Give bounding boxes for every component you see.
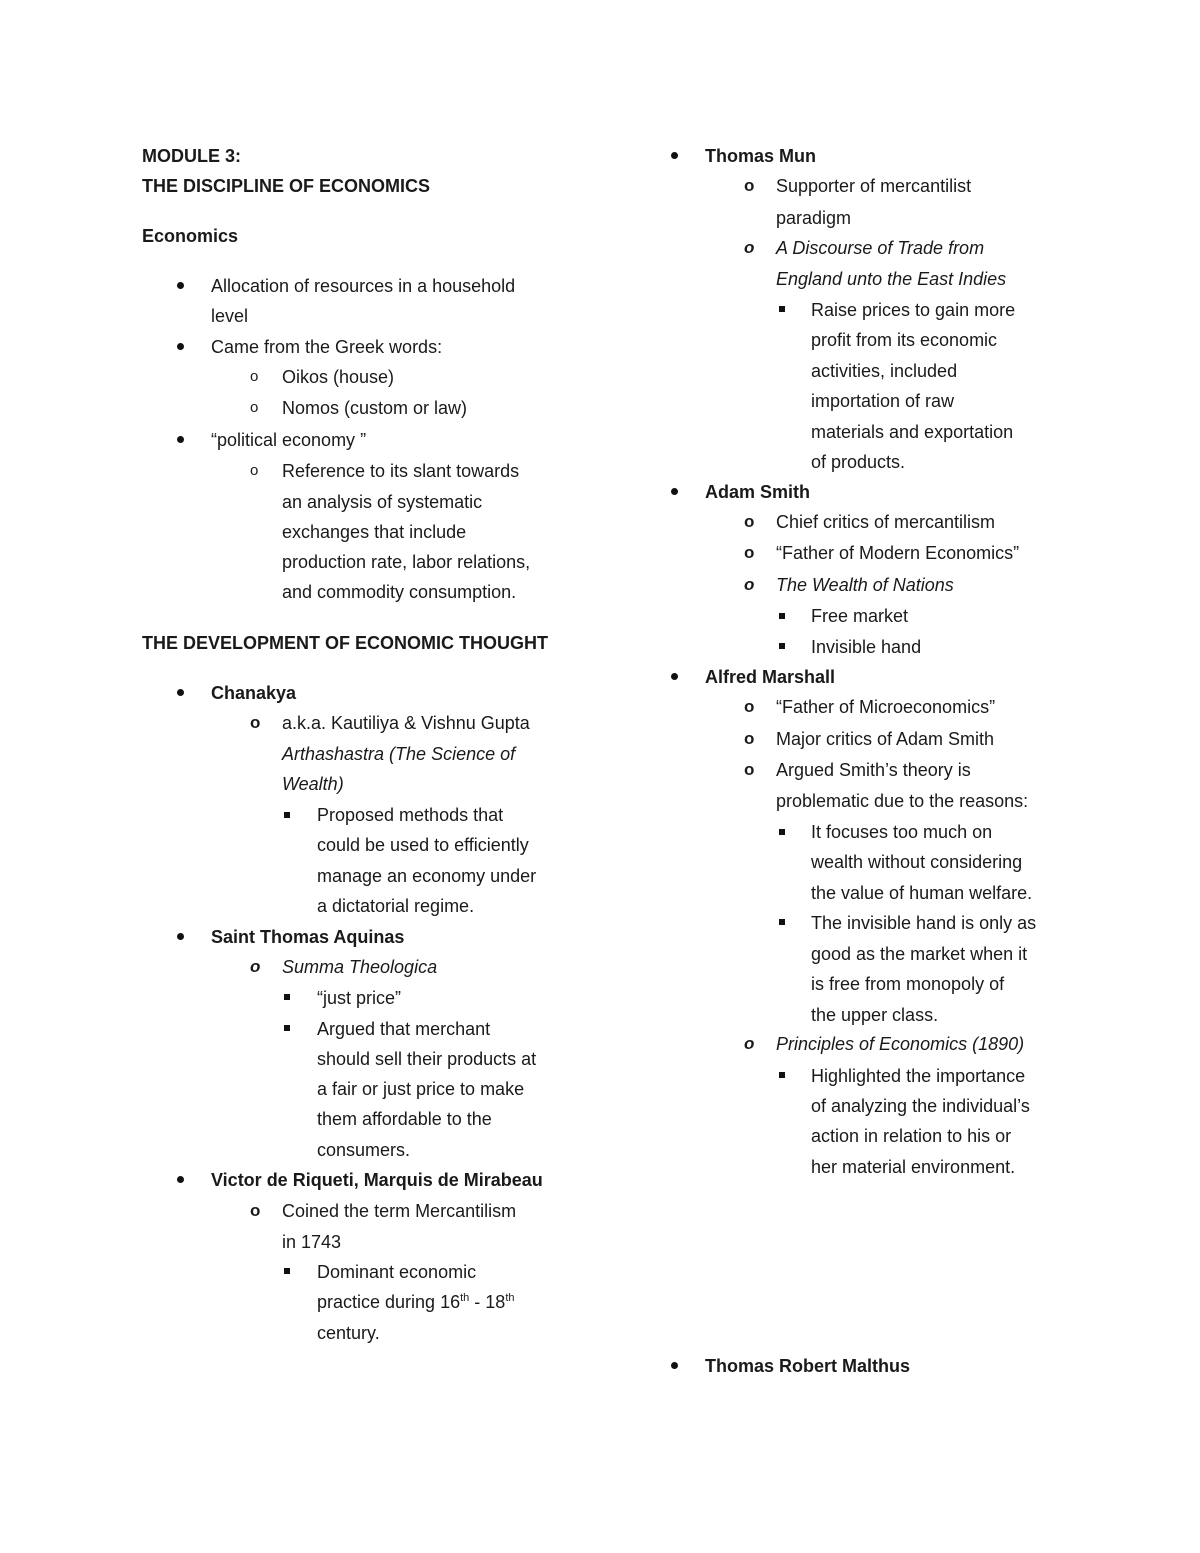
bullet-dot	[177, 282, 184, 289]
list-item-text	[317, 1290, 515, 1314]
list-item-text: Supporter of mercantilist	[776, 176, 972, 196]
person-name: Thomas Robert Malthus	[705, 1356, 911, 1376]
list-item-text: profit from its economic	[811, 330, 998, 350]
bullet-circle: o	[250, 462, 259, 479]
list-item-text: of products.	[811, 452, 906, 472]
superscript: th	[505, 1292, 515, 1304]
list-item-text: of analyzing the individual’s	[811, 1096, 1030, 1116]
bullet-dot	[671, 152, 678, 159]
bullet-square	[779, 1072, 785, 1078]
century-text: practice during 16	[317, 1292, 461, 1312]
bullet-square	[284, 994, 290, 1000]
superscript: th	[460, 1292, 470, 1304]
list-item-text: Raise prices to gain more	[811, 300, 1016, 320]
book-title: Wealth)	[282, 774, 344, 794]
list-item-text: Free market	[811, 606, 909, 626]
book-title: Principles of Economics (1890)	[776, 1034, 1025, 1054]
person-name: Thomas Mun	[705, 146, 816, 166]
bullet-circle: o	[250, 1201, 261, 1220]
list-item-text: is free from monopoly of	[811, 974, 1005, 994]
list-item-text: Came from the Greek words:	[211, 337, 443, 357]
list-item-text: “Father of Microeconomics”	[776, 697, 996, 717]
list-item-text: a fair or just price to make	[317, 1079, 525, 1099]
bullet-circle: o	[744, 238, 755, 257]
list-item-text: a.k.a. Kautiliya & Vishnu Gupta	[282, 713, 530, 733]
bullet-circle: o	[744, 697, 755, 716]
list-item-text: and commodity consumption.	[282, 582, 517, 602]
list-item-text: problematic due to the reasons:	[776, 791, 1029, 811]
bullet-dot	[671, 488, 678, 495]
bullet-dot	[671, 673, 678, 680]
list-item-text: action in relation to his or	[811, 1126, 1012, 1146]
bullet-circle: o	[250, 713, 261, 732]
list-item-text: production rate, labor relations,	[282, 552, 531, 572]
person-name: Adam Smith	[705, 482, 811, 502]
discipline-title: THE DISCIPLINE OF ECONOMICS	[142, 176, 431, 196]
list-item-text: good as the market when it	[811, 944, 1028, 964]
bullet-circle: o	[744, 176, 755, 195]
list-item-text: century.	[317, 1323, 380, 1343]
bullet-square	[779, 829, 785, 835]
list-item-text: Coined the term Mercantilism	[282, 1201, 517, 1221]
list-item-text: Argued that merchant	[317, 1019, 491, 1039]
book-title: England unto the East Indies	[776, 269, 1007, 289]
list-item-text: Oikos (house)	[282, 367, 395, 387]
bullet-circle: o	[250, 368, 259, 385]
list-item-text: wealth without considering	[811, 852, 1023, 872]
list-item-text: Highlighted the importance	[811, 1066, 1026, 1086]
bullet-circle: o	[744, 575, 755, 594]
list-item-text: could be used to efficiently	[317, 835, 529, 855]
list-item-text: Invisible hand	[811, 637, 922, 657]
bullet-circle: o	[744, 760, 755, 779]
bullet-square	[779, 613, 785, 619]
bullet-circle: o	[744, 512, 755, 531]
bullet-circle: o	[250, 399, 259, 416]
list-item-text: “political economy ”	[211, 430, 367, 450]
list-item-text: importation of raw	[811, 391, 955, 411]
bullet-square	[284, 1025, 290, 1031]
bullet-circle: o	[744, 1034, 755, 1053]
list-item-text: the upper class.	[811, 1005, 939, 1025]
list-item-text: a dictatorial regime.	[317, 896, 475, 916]
economics-heading: Economics	[142, 226, 239, 246]
bullet-dot	[671, 1362, 678, 1369]
list-item-text: manage an economy under	[317, 866, 537, 886]
book-title: Summa Theologica	[282, 957, 438, 977]
list-item-text: Argued Smith’s theory is	[776, 760, 971, 780]
list-item-text: exchanges that include	[282, 522, 467, 542]
list-item-text: Chief critics of mercantilism	[776, 512, 996, 532]
bullet-square	[779, 643, 785, 649]
bullet-dot	[177, 689, 184, 696]
list-item-text: consumers.	[317, 1140, 411, 1160]
list-item-text: level	[211, 306, 249, 326]
list-item-text: an analysis of systematic	[282, 492, 483, 512]
bullet-dot	[177, 436, 184, 443]
development-heading: THE DEVELOPMENT OF ECONOMIC THOUGHT	[142, 633, 549, 653]
list-item-text: Dominant economic	[317, 1262, 477, 1282]
list-item-text: the value of human welfare.	[811, 883, 1033, 903]
list-item-text: “just price”	[317, 988, 402, 1008]
person-name: Chanakya	[211, 683, 297, 703]
person-name: Victor de Riqueti, Marquis de Mirabeau	[211, 1170, 543, 1190]
bullet-square	[284, 1268, 290, 1274]
list-item-text: The invisible hand is only as	[811, 913, 1037, 933]
bullet-dot	[177, 343, 184, 350]
list-item-text: Major critics of Adam Smith	[776, 729, 995, 749]
book-title: The Wealth of Nations	[776, 575, 954, 595]
list-item-text: them affordable to the	[317, 1109, 492, 1129]
bullet-circle: o	[744, 729, 755, 748]
bullet-circle: o	[250, 957, 261, 976]
list-item-text: It focuses too much on	[811, 822, 993, 842]
person-name: Alfred Marshall	[705, 667, 836, 687]
list-item-text: activities, included	[811, 361, 958, 381]
book-title: A Discourse of Trade from	[776, 238, 985, 258]
list-item-text: should sell their products at	[317, 1049, 537, 1069]
list-item-text: paradigm	[776, 208, 852, 228]
bullet-circle: o	[744, 543, 755, 562]
list-item-text: in 1743	[282, 1232, 342, 1252]
list-item-text: Reference to its slant towards	[282, 461, 520, 481]
list-item-text: materials and exportation	[811, 422, 1014, 442]
module-title: MODULE 3:	[142, 146, 241, 166]
list-item-text: her material environment.	[811, 1157, 1016, 1177]
book-title: Arthashastra (The Science of	[282, 744, 516, 764]
bullet-square	[779, 306, 785, 312]
list-item-text: Nomos (custom or law)	[282, 398, 468, 418]
bullet-dot	[177, 1176, 184, 1183]
list-item-text: Proposed methods that	[317, 805, 504, 825]
bullet-square	[779, 919, 785, 925]
person-name: Saint Thomas Aquinas	[211, 927, 405, 947]
century-text: - 18	[469, 1292, 506, 1312]
list-item-text: “Father of Modern Economics”	[776, 543, 1020, 563]
list-item-text: Allocation of resources in a household	[211, 276, 516, 296]
bullet-dot	[177, 933, 184, 940]
bullet-square	[284, 812, 290, 818]
